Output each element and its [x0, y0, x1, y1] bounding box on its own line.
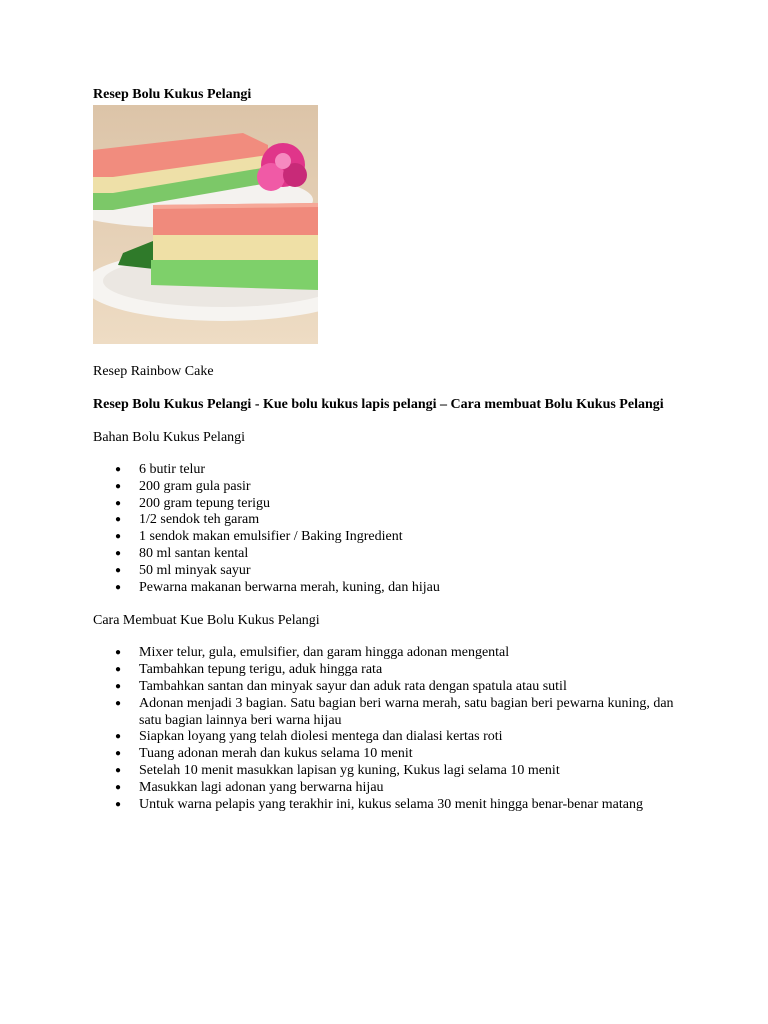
list-item — [93, 479, 693, 496]
list-item — [93, 679, 693, 696]
bullet-icon: ● — [115, 547, 122, 559]
bullet-icon: ● — [115, 464, 122, 475]
bullet-icon: ● — [115, 748, 122, 760]
list-item — [93, 797, 693, 814]
ingredients-list — [93, 462, 693, 596]
list-item — [93, 780, 693, 797]
step-text: Mixer telur, gula, emulsifier, dan garam hingga adonan mengental — [139, 645, 510, 661]
bullet-icon: ● — [115, 497, 122, 509]
step-text: Adonan menjadi 3 bagian. Satu bagian beri warna merah, satu bagian beri pewarna kuning, dan satu bagian lainnya beri warna hijau — [139, 695, 674, 728]
list-item — [93, 763, 693, 780]
list-item — [93, 580, 693, 597]
list-item — [93, 529, 693, 546]
step-text: Tambahkan santan dan minyak sayur dan aduk rata dengan spatula atau sutil — [139, 678, 567, 694]
ingredient-text: 6 butir telur — [139, 462, 206, 477]
recipe-headline: Resep Bolu Kukus Pelangi - Kue bolu kukus lapis pelangi – Cara membuat Bolu Kukus Pelangi — [93, 397, 664, 412]
list-item — [93, 462, 693, 479]
bullet-icon: ● — [115, 731, 122, 743]
ingredient-text: 1 sendok makan emulsifier / Baking Ingredient — [139, 529, 403, 545]
ingredient-text: 80 ml santan kental — [139, 545, 249, 561]
bullet-icon: ● — [115, 581, 122, 593]
ingredients-heading: Bahan Bolu Kukus Pelangi — [93, 430, 246, 445]
list-item — [93, 546, 693, 563]
bullet-icon: ● — [115, 564, 122, 576]
step-text: Masukkan lagi adonan yang berwarna hijau — [139, 779, 384, 795]
list-item — [93, 662, 693, 679]
recipe-title: Resep Bolu Kukus Pelangi — [93, 87, 252, 102]
bullet-icon: ● — [115, 531, 122, 543]
step-text: Untuk warna pelapis yang terakhir ini, kukus selama 30 menit hingga benar-benar matang — [139, 796, 643, 812]
bullet-icon: ● — [115, 781, 122, 793]
step-text: Tambahkan tepung terigu, aduk hingga rata — [139, 662, 383, 678]
bullet-icon: ● — [115, 680, 122, 692]
bullet-icon: ● — [115, 798, 122, 810]
list-item — [93, 496, 693, 513]
bullet-icon: ● — [115, 764, 122, 776]
list-item — [93, 512, 693, 529]
ingredient-text: 1/2 sendok teh garam — [139, 512, 260, 528]
list-item — [93, 746, 693, 763]
rainbow-cake-photo — [93, 105, 318, 344]
bullet-icon: ● — [115, 647, 122, 659]
document-page — [93, 86, 693, 813]
bullet-icon: ● — [115, 697, 122, 709]
bullet-icon: ● — [115, 514, 122, 526]
step-text: Siapkan loyang yang telah diolesi mentega dan dialasi kertas roti — [139, 729, 503, 745]
ingredient-text: 200 gram gula pasir — [139, 478, 251, 494]
bullet-icon: ● — [115, 480, 122, 492]
subtitle: Resep Rainbow Cake — [93, 364, 214, 379]
ingredient-text: 200 gram tepung terigu — [139, 495, 271, 511]
list-item — [93, 729, 693, 746]
ingredient-text: Pewarna makanan berwarna merah, kuning, dan hijau — [139, 579, 440, 595]
list-item — [93, 563, 693, 580]
step-text: Tuang adonan merah dan kukus selama 10 menit — [139, 746, 413, 762]
list-item — [93, 645, 693, 662]
steps-heading: Cara Membuat Kue Bolu Kukus Pelangi — [93, 613, 320, 629]
steps-list — [93, 645, 693, 813]
ingredient-text: 50 ml minyak sayur — [139, 562, 251, 578]
list-item — [93, 696, 693, 730]
step-text: Setelah 10 menit masukkan lapisan yg kuning, Kukus lagi selama 10 menit — [139, 762, 560, 778]
bullet-icon: ● — [115, 664, 122, 676]
